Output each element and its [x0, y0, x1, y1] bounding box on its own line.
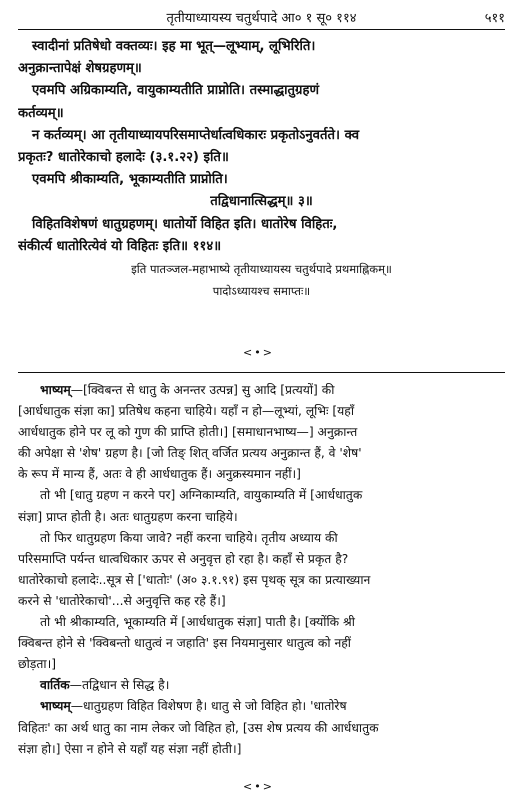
sanskrit-line: एवमपि श्रीकाम्यति, भूकाम्यतीति प्राप्नोति। [32, 172, 228, 188]
hindi-line: तो भी श्रीकाम्यति, भूकाम्यति में [आर्धधातुक संज्ञा] पाती है। [क्योंकि श्री [40, 615, 355, 630]
vartika-label: वार्तिक [40, 678, 70, 693]
hindi-line: तो फिर धातुग्रहण किया जावे? नहीं करना चाहिये। तृतीय अध्याय की [40, 530, 338, 545]
hindi-line: संज्ञा हो।] ऐसा न होने से यहाँ यह संज्ञा नहीं होती।] [18, 741, 242, 756]
vartika-heading: तद्विधानात्सिद्धम्॥ ३॥ [210, 194, 313, 210]
sanskrit-line: प्रकृतः? धातोरेकाचो हलादेः (३.१.२२) इति॥ [18, 150, 229, 166]
hindi-line: भाष्यम्—[क्विबन्त से धातु के अनन्तर उत्पन्न] सु आदि [प्रत्ययों] की [40, 383, 335, 397]
colophon-line: पादोऽध्यायश्च समाप्तः॥ [212, 284, 311, 299]
colophon-line: इति पातञ्जल-महाभाष्ये तृतीयाध्यायस्य चतुर्थपादे प्रथमाह्निकम्॥ [131, 262, 392, 277]
sanskrit-text-block [18, 36, 505, 302]
hindi-line: आर्धधातुक होने पर लू को गुण की प्राप्ति होती।] [समाधानभाष्य—] अनुक्रान्त [18, 425, 358, 440]
sanskrit-line: न कर्तव्यम्। आ तृतीयाध्यायपरिसमाप्तेर्धात्वधिकारः प्रकृतोऽनुवर्तते। क्व [32, 127, 360, 143]
sanskrit-line: एवमपि अग्रिकाम्यति, वायुकाम्यतीति प्राप्नोति। तस्माद्धातुग्रहणं [32, 83, 320, 99]
hindi-line: वार्तिक—तद्विधान से सिद्ध है। [40, 678, 170, 693]
hindi-line: तो भी [धातु ग्रहण न करने पर] अग्निकाम्यति, वायुकाम्यति में [आर्धधातुक [40, 488, 363, 503]
hindi-line: करने से 'धातोरेकाचो'...से अनुवृत्ति कह रहे हैं।] [18, 593, 226, 608]
hindi-line: छोड़ता।] [18, 657, 57, 672]
hindi-line: की अपेक्षा से 'शेष' ग्रहण है। [जो तिङ् शित् वर्जित प्रत्यय अनुक्रान्त हैं, वे 'शेष' [18, 446, 362, 461]
hindi-line: संज्ञा] प्राप्त होती है। अतः धातुग्रहण करना चाहिये। [18, 509, 238, 524]
sanskrit-line: अनुक्रान्तापेक्षं शेषग्रहणम्॥ [18, 61, 142, 77]
hindi-line: धातोरेकाचो हलादेः..सूत्र से ['धातोः' (अ० ३.१.९१) इस पृथक् सूत्र का प्रत्याख्यान [18, 572, 371, 587]
hindi-line: के रूप में मान्य हैं, अतः वे ही आर्धधातुक हैं। अनुक्रस्यमान नहीं।] [18, 467, 301, 482]
sanskrit-line: स्वादीनां प्रतिषेधो वक्तव्यः। इह मा भूत्—लूभ्याम्, लूभिरिति। [32, 39, 316, 54]
bhashya-label: भाष्यम् [40, 383, 71, 397]
ornament-divider: <•> [243, 780, 274, 793]
hindi-line: परिसमाप्ति पर्यन्त धात्वधिकार ऊपर से अनुवृत्त हो रहा है। कहाँ से प्रकृत है? [18, 551, 349, 566]
hindi-line: भाष्यम्—धातुग्रहण विहित विशेषण है। धातु से जो विहित हो। 'धातोरेष [40, 699, 347, 714]
header-rule [18, 29, 505, 30]
hindi-line: क्विबन्त होने से 'क्विबन्तो धातुत्वं न जहाति' इस नियमानुसार धातुत्व को नहीं [18, 636, 351, 651]
ornament-divider: <•> [243, 346, 274, 359]
sanskrit-line: विहितविशेषणं धातुग्रहणम्। धातोर्यो विहित इति। धातोरेष विहितः, [32, 216, 338, 232]
header-title: तृतीयाध्यायस्य चतुर्थपादे आ० १ सू० ११४ [166, 11, 357, 26]
section-rule [18, 372, 505, 373]
page-number: ५११ [484, 11, 505, 26]
bhashya-label: भाष्यम् [40, 699, 71, 714]
running-header [18, 6, 505, 28]
hindi-line: विहितः' का अर्थ धातु का नाम लेकर जो विहित हो, [उस शेष प्रत्यय की आर्धधातुक [18, 720, 379, 735]
sanskrit-line: संकीर्त्य धातोरित्येवं यो विहितः इति॥ ११४॥ [18, 238, 222, 254]
sanskrit-line: कर्तव्यम्॥ [18, 105, 64, 121]
hindi-line: [आर्धधातुक संज्ञा का] प्रतिषेध कहना चाहिये। यहाँ न हो—लूभ्यां, लूभिः [यहाँ [18, 404, 355, 419]
hindi-translation-block [18, 380, 505, 760]
